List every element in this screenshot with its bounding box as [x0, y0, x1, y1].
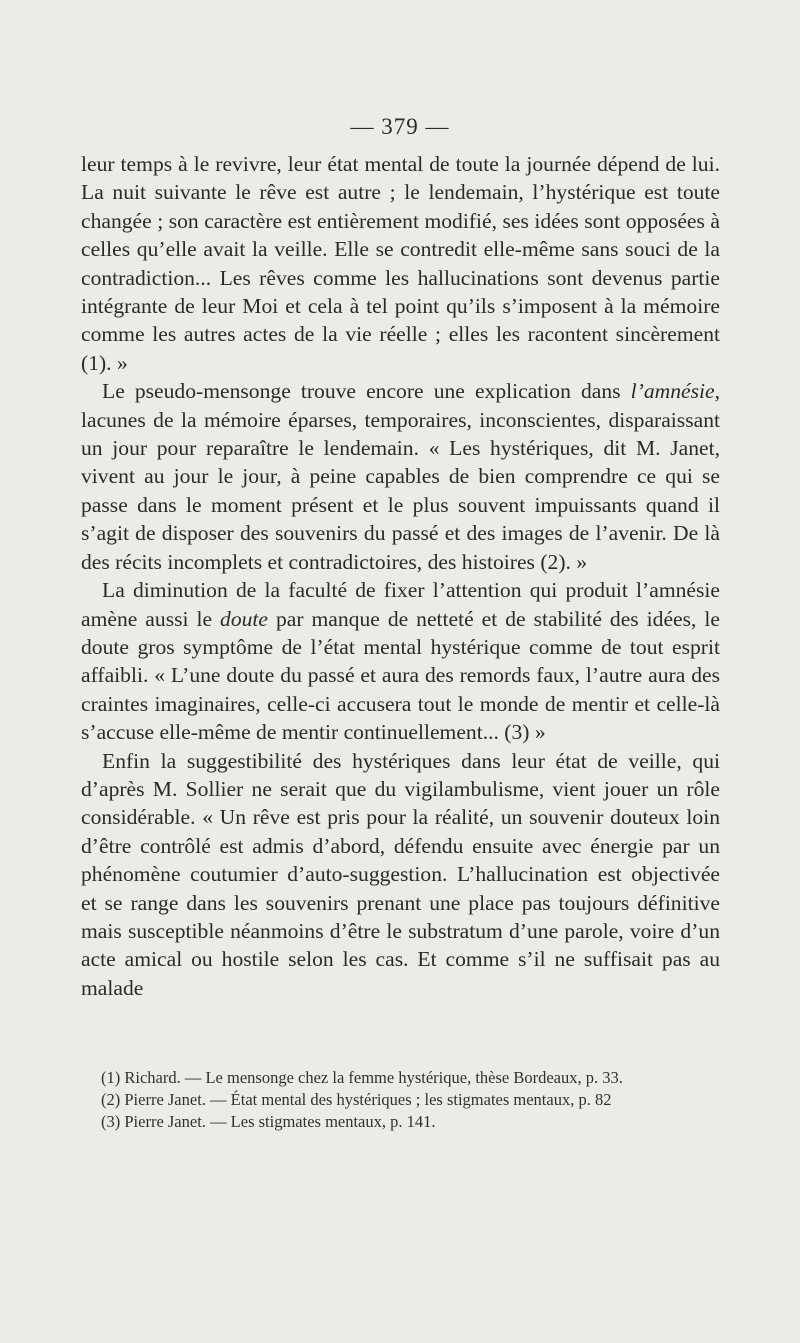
footnote-3: (3) Pierre Janet. — Les stigmates mentaux, p. 141.: [101, 1112, 436, 1131]
paragraph-3-italic-term: doute: [220, 606, 268, 631]
paragraph-4: Enfin la suggestibilité des hystériques dans leur état de veille, qui d’après M. Sollier ne serait que du vigilambulisme, vient jouer un rôle considérable. « Un rêve est pris pour la réalité, un souvenir douteux loin d’être contrôlé est admis d’abord, défendu ensuite avec énergie par un phénomène coutumier d’auto-suggestion. L’hallucination est objectivée et se range dans les souvenirs prenant une place pas toujours définitive mais susceptible néanmoins d’être le substratum d’une parole, voire d’un acte amical ou hostile selon les cas. Et comme s’il ne suffisait pas au malade: [81, 748, 720, 1000]
paragraph-2-italic-term: l’amnésie: [630, 379, 715, 404]
body-text: [81, 150, 720, 1002]
footnotes: [81, 1068, 720, 1134]
paragraph-3-part-2: par manque de netteté et de stabilité des idées, le doute gros symptôme de l’état mental hystérique comme de tout esprit affaibli. « L’une doute du passé et aura des remords faux, l’autre aura des craintes imaginaires, celle-ci accusera tout le monde de mentir et celle-là s’accuse elle-même de mentir continuellement... (3) »: [81, 606, 720, 745]
paragraph-3-part-1: La diminution de la faculté de fixer l’attention qui produit l’amnésie amène aussi le: [81, 578, 720, 631]
paragraph-2-part-2: , lacunes de la mémoire éparses, temporaires, inconscientes, disparaissant un jour pour reparaître le lendemain. « Les hystériques, dit M. Janet, vivent au jour le jour, à peine capables de bien comprendre ce qui se passe dans le moment présent et le plus souvent impuissants quand il s’agit de disposer des souvenirs du passé et des images de l’avenir. De là des récits incomplets et contradictoires, des histoires (2). »: [81, 379, 720, 574]
page-number: — 379 —: [350, 114, 450, 139]
paragraph-1: leur temps à le revivre, leur état mental de toute la journée dépend de lui. La nuit suivante le rêve est autre ; le lendemain, l’hystérique est toute changée ; son caractère est entièrement modifié, ses idées sont opposées à celles qu’elle avait la veille. Elle se contredit elle-même sans souci de la contradiction... Les rêves comme les hallucinations sont devenus partie intégrante de leur Moi et cela à tel point qu’ils s’imposent à la mémoire comme les autres actes de la vie réelle ; elles les racontent sincèrement (1). »: [81, 152, 720, 375]
paragraph-2: [81, 377, 720, 576]
footnote-2: (2) Pierre Janet. — État mental des hystériques ; les stigmates mentaux, p. 82: [101, 1090, 612, 1109]
paragraph-3: [81, 576, 720, 746]
footnote-1: (1) Richard. — Le mensonge chez la femme hystérique, thèse Bordeaux, p. 33.: [101, 1068, 623, 1087]
paragraph-2-part-1: Le pseudo-mensonge trouve encore une explication dans: [102, 379, 631, 404]
